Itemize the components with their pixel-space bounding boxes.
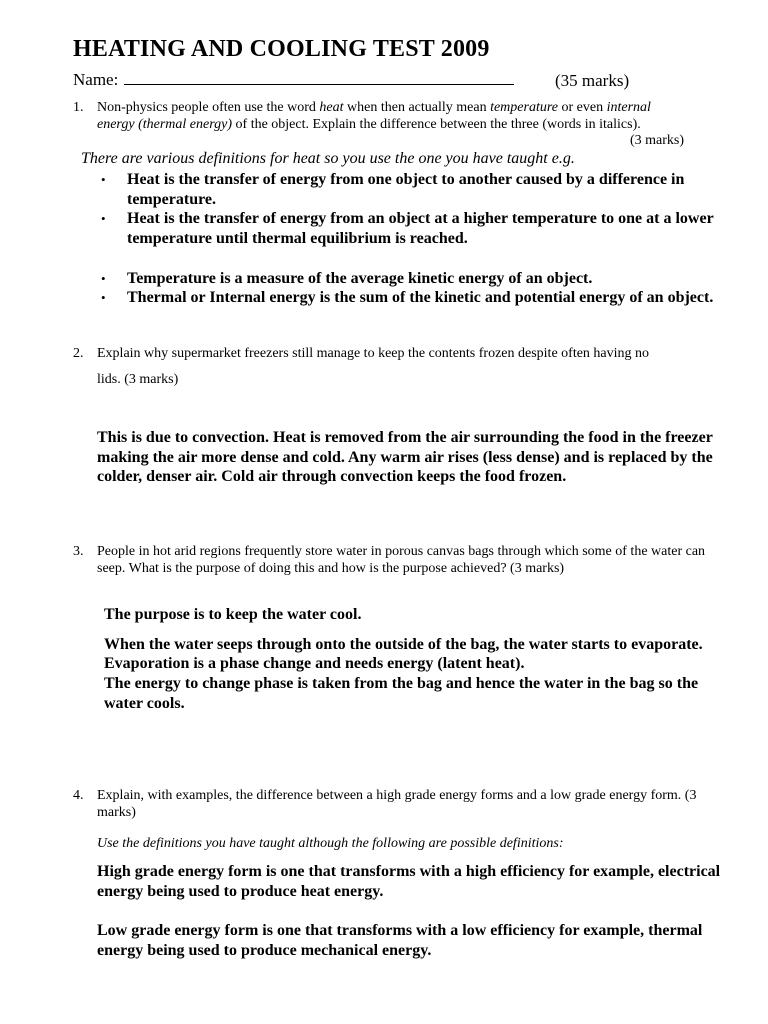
bullet-icon: • [101,290,106,306]
name-blank-line [124,70,514,85]
name-label: Name: [73,70,119,89]
answer-line: Evaporation is a phase change and needs energy (latent heat). [104,655,525,673]
bullet-icon: • [101,172,106,187]
answer-low-grade: Low grade energy form is one that transforms with a low efficiency for example, thermal energy being used to produce mechanical energy. [97,922,703,959]
question-1-marks: (3 marks) [630,133,685,148]
question-number: 2. [73,346,84,361]
list-item: • Heat is the transfer of energy from one object to another caused by a difference in temperature. [101,171,685,208]
question-1-hint: There are various definitions for heat so you use the one you have taught e.g. [81,150,575,167]
answer-high-grade: High grade energy form is one that transforms with a high efficiency for example, electrical energy being used to produce heat energy. [97,863,721,900]
name-field [73,70,514,90]
question-4-answer [97,862,731,961]
question-number: 1. [73,100,84,115]
list-item: • Temperature is a measure of the average kinetic energy of an object. [101,269,593,287]
total-marks: (35 marks) [555,71,630,90]
list-item: • Heat is the transfer of energy from an object at a higher temperature to one at a lower temperature until thermal equilibrium is reached. [101,210,714,248]
question-3 [73,543,733,579]
page-title: HEATING AND COOLING TEST 2009 [73,36,490,62]
term-heat: heat [319,100,344,115]
term-internal-energy: energy (thermal energy) [97,117,233,132]
question-number: 4. [73,788,84,803]
bullet-icon: • [101,270,106,286]
question-text: People in hot arid regions frequently store water in porous canvas bags through which some of the water can seep. What is the purpose of doing this and how is the purpose achieved? (3 marks) [97,544,706,576]
question-4 [73,787,733,823]
question-3-answer [104,605,734,714]
question-text: Explain, with examples, the difference between a high grade energy forms and a low grade energy form. (3 marks) [97,788,697,820]
answer-line: When the water seeps through onto the outside of the bag, the water starts to evaporate. [104,635,703,653]
question-number: 3. [73,544,84,559]
question-text: Explain why supermarket freezers still manage to keep the contents frozen despite often having no lids. (3 marks) [97,346,650,387]
list-item: • Thermal or Internal energy is the sum of the kinetic and potential energy of an object. [101,289,714,307]
term-temperature: temperature [490,100,558,115]
question-1 [73,99,723,135]
question-1-answer [101,170,733,308]
question-2 [73,345,733,395]
question-text: Non-physics people often use the word heat when then actually mean temperature or even internal energy (thermal energy) of the object. Explain the difference between the three (words in italics). [97,100,651,132]
question-2-answer: This is due to convection. Heat is removed from the air surrounding the food in the freezer making the air more dense and cold. Any warm air rises (less dense) and is replaced by the colder, denser air. Cold air through convection keeps the food frozen. [97,429,713,486]
answer-line: The energy to change phase is taken from the bag and hence the water in the bag so the water cools. [104,675,699,712]
term-internal: internal [606,100,651,115]
bullet-icon: • [101,211,106,227]
question-4-hint: Use the definitions you have taught although the following are possible definitions: [97,836,564,851]
answer-purpose: The purpose is to keep the water cool. [104,606,362,623]
heat-definitions-list [101,170,733,249]
temperature-energy-definitions-list [101,269,733,308]
